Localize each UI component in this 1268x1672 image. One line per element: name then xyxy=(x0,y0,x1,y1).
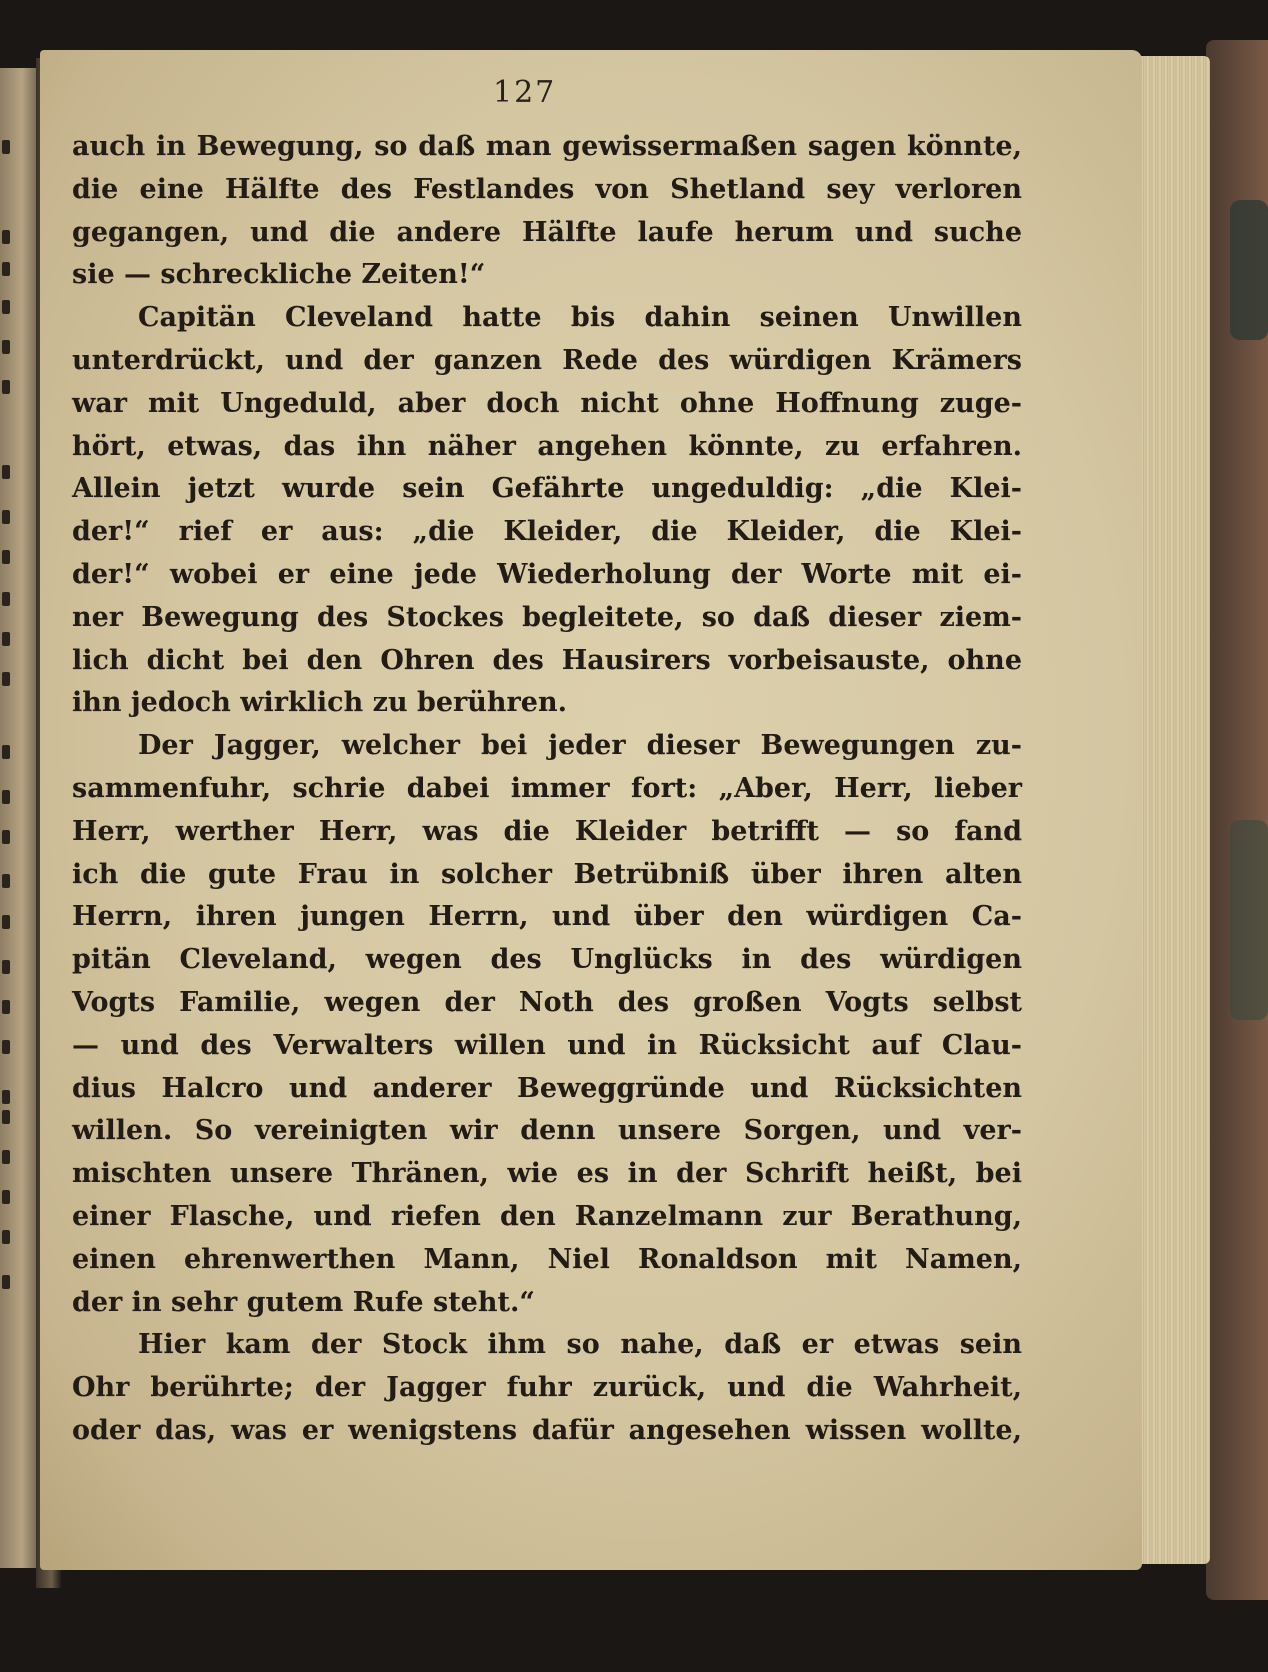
bleed-mark xyxy=(2,790,10,804)
text-line: Vogts Familie, wegen der Noth des großen Vogts selbst xyxy=(72,986,1022,1018)
text-line: unterdrückt, und der ganzen Rede des würdigen Krämers xyxy=(72,344,1022,376)
text-line: willen. So vereinigten wir denn unsere Sorgen, und ver- xyxy=(72,1115,1022,1147)
page-block-edges xyxy=(1138,56,1210,1564)
bleed-mark xyxy=(2,592,10,606)
text-line: der!“ rief er aus: „die Kleider, die Kleider, die Klei- xyxy=(72,516,1022,548)
text-line: ich die gute Frau in solcher Betrübniß über ihren alten xyxy=(72,858,1022,890)
bleed-mark xyxy=(2,1230,10,1244)
bleed-mark xyxy=(2,1040,10,1054)
bleed-mark xyxy=(2,1000,10,1014)
bleed-mark xyxy=(2,960,10,974)
bleed-mark xyxy=(2,1150,10,1164)
text-line: sie — schreckliche Zeiten!“ xyxy=(72,259,486,291)
bleed-mark xyxy=(2,262,10,276)
text-line: Capitän Cleveland hatte bis dahin seinen Unwillen xyxy=(138,302,1022,334)
text-line: der!“ wobei er eine jede Wiederholung der Worte mit ei- xyxy=(72,558,1022,590)
bleed-mark xyxy=(2,745,10,759)
text-line: gegangen, und die andere Hälfte laufe herum und suche xyxy=(72,216,1022,248)
bleed-mark xyxy=(2,340,10,354)
bleed-mark xyxy=(2,510,10,524)
bleed-mark xyxy=(2,1110,10,1124)
text-line: lich dicht bei den Ohren des Hausirers vorbeisauste, ohne xyxy=(72,644,1022,676)
text-line: Herr, werther Herr, was die Kleider betrifft — so fand xyxy=(72,815,1022,847)
previous-page-edge xyxy=(0,68,40,1568)
page-number: 127 xyxy=(493,75,557,110)
text-line: Hier kam der Stock ihm so nahe, daß er etwas sein xyxy=(138,1329,1022,1361)
text-line: der in sehr gutem Rufe steht.“ xyxy=(72,1286,535,1318)
text-line: auch in Bewegung, so daß man gewissermaßen sagen könnte, xyxy=(72,131,1022,162)
text-line: ihn jedoch wirklich zu berühren. xyxy=(72,687,567,719)
cover-marbling xyxy=(1230,820,1268,1020)
text-line: sammenfuhr, schrie dabei immer fort: „Aber, Herr, lieber xyxy=(72,772,1022,804)
text-line: mischten unsere Thränen, wie es in der Schrift heißt, bei xyxy=(72,1158,1022,1190)
cover-marbling xyxy=(1230,200,1268,340)
text-line: Herrn, ihren jungen Herrn, und über den würdigen Ca- xyxy=(72,901,1022,933)
bleed-mark xyxy=(2,830,10,844)
text-line: war mit Ungeduld, aber doch nicht ohne Hoffnung zuge- xyxy=(72,387,1022,419)
bleed-mark xyxy=(2,1090,10,1104)
text-line: Allein jetzt wurde sein Gefährte ungeduldig: „die Klei- xyxy=(72,473,1022,505)
text-line: oder das, was er wenigstens dafür angesehen wissen wollte, xyxy=(72,1414,1022,1446)
text-line: — und des Verwalters willen und in Rücksicht auf Clau- xyxy=(72,1029,1022,1061)
bleed-mark xyxy=(2,1190,10,1204)
text-line: einer Flasche, und riefen den Ranzelmann zur Berathung, xyxy=(72,1200,1022,1232)
bleed-mark xyxy=(2,380,10,394)
text-line: ner Bewegung des Stockes begleitete, so daß dieser ziem- xyxy=(72,601,1022,633)
bleed-mark xyxy=(2,550,10,564)
bleed-mark xyxy=(2,1275,10,1289)
text-line: dius Halcro und anderer Beweggründe und Rücksichten xyxy=(72,1072,1022,1104)
bleed-mark xyxy=(2,465,10,479)
text-line: Der Jagger, welcher bei jeder dieser Bewegungen zu- xyxy=(138,730,1022,762)
bleed-mark xyxy=(2,672,10,686)
text-line: die eine Hälfte des Festlandes von Shetland sey verloren xyxy=(72,173,1022,205)
bleed-mark xyxy=(2,300,10,314)
bleed-mark xyxy=(2,140,10,154)
text-line: pitän Cleveland, wegen des Unglücks in des würdigen xyxy=(72,944,1022,976)
bleed-mark xyxy=(2,632,10,646)
text-line: Ohr berührte; der Jagger fuhr zurück, und die Wahrheit, xyxy=(72,1372,1022,1404)
body-text xyxy=(72,126,1022,1453)
text-line: einen ehrenwerthen Mann, Niel Ronaldson mit Namen, xyxy=(72,1243,1022,1275)
bleed-mark xyxy=(2,230,10,244)
bleed-mark xyxy=(2,915,10,929)
text-line: hört, etwas, das ihn näher angehen könnte, zu erfahren. xyxy=(72,430,1022,462)
bleed-mark xyxy=(2,874,10,888)
